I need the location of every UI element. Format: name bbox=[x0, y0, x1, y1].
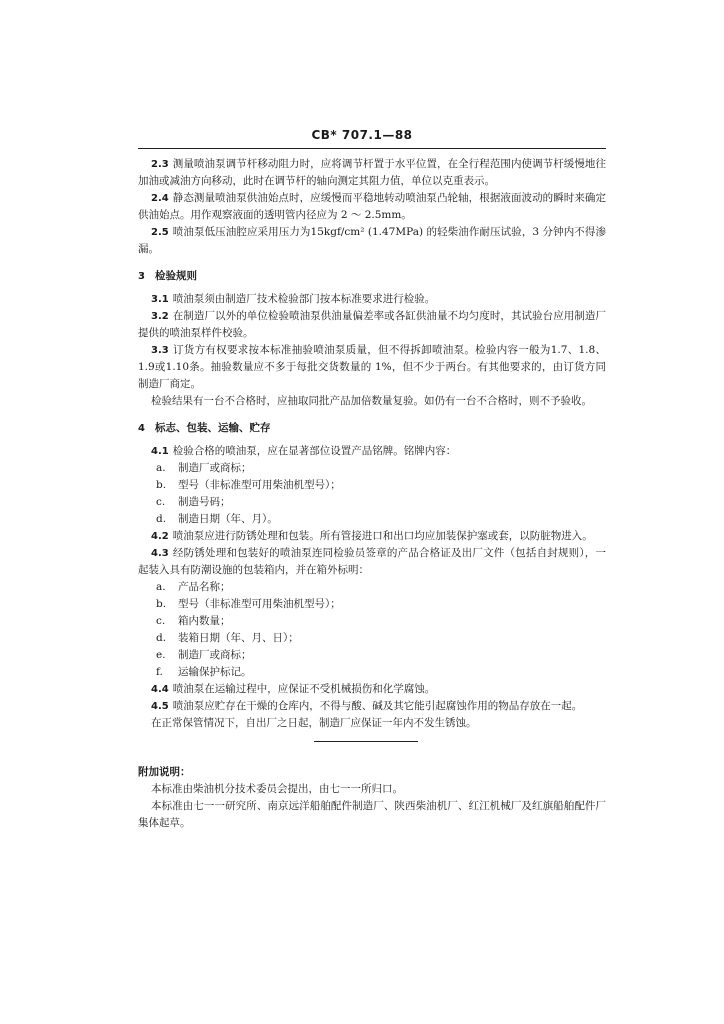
additional-notes bbox=[138, 764, 606, 832]
section-number: 4 bbox=[138, 423, 145, 434]
clause-number: 4.2 bbox=[151, 531, 169, 542]
list-letter: b. bbox=[156, 479, 167, 491]
list-text: 产品名称； bbox=[178, 581, 231, 593]
clause-2-3 bbox=[138, 156, 606, 190]
notes-line: 本标准由柴油机分技术委员会提出，由七一一所归口。 bbox=[151, 783, 403, 795]
clause-3-3 bbox=[138, 342, 606, 393]
list-item bbox=[138, 664, 606, 681]
clause-text: 喷油泵低压油腔应采用压力为15kgf/cm² (1.47MPa) 的轻柴油作耐压试验，3 分钟内不得渗漏。 bbox=[138, 226, 606, 255]
notes-line: 本标准由七一一研究所、南京远洋船舶配件制造厂、陕西柴油机厂、红江机械厂及红旗船舶配件厂集体起草。 bbox=[138, 800, 606, 829]
list-item bbox=[138, 630, 606, 647]
clause-number: 4.5 bbox=[151, 701, 169, 712]
clause-number: 2.3 bbox=[151, 159, 169, 170]
clause-text: 喷油泵应贮存在干燥的仓库内，不得与酸、碱及其它能引起腐蚀作用的物品存放在一起。 bbox=[172, 700, 583, 712]
section-4-heading bbox=[138, 420, 606, 437]
clause-4-3 bbox=[138, 545, 606, 579]
list-letter: d. bbox=[156, 513, 167, 525]
list-text: 制造厂或商标； bbox=[178, 649, 252, 661]
clause-text: 经防锈处理和包装好的喷油泵连同检验员签章的产品合格证及出厂文件（包括自封规则），一起装入具有防潮设施的包装箱内，并在箱外标明： bbox=[138, 547, 606, 576]
list-text: 型号（非标准型可用柴油机型号）； bbox=[178, 479, 341, 491]
list-letter: c. bbox=[156, 615, 166, 627]
clause-text: 喷油泵须由制造厂技术检验部门按本标准要求进行检验。 bbox=[172, 293, 436, 305]
list-letter: d. bbox=[156, 632, 167, 644]
clause-4-1 bbox=[138, 443, 606, 460]
section-title: 标志、包装、运输、贮存 bbox=[154, 422, 271, 434]
section-3-heading bbox=[138, 268, 606, 285]
clause-number: 2.5 bbox=[151, 227, 169, 238]
list-item bbox=[138, 477, 606, 494]
list-item bbox=[138, 511, 606, 528]
clause-number: 3.3 bbox=[151, 345, 169, 356]
clause-text: 在制造厂以外的单位检验喷油泵供油量偏差率或各缸供油量不均匀度时，其试验台应用制造厂提供的喷油泵样件校验。 bbox=[138, 310, 606, 339]
clause-text: 订货方有权要求按本标准抽验喷油泵质量，但不得拆卸喷油泵。检验内容一般为1.7、1.8、1.9或1.10条。抽验数量应不多于每批交货数量的 1%，但不少于两台。有其他要求的，由订货方同制造厂商定。 bbox=[138, 344, 606, 390]
list-text: 制造日期（年、月）。 bbox=[178, 513, 278, 525]
list-letter: c. bbox=[156, 496, 166, 508]
clause-text: 喷油泵应进行防锈处理和包装。所有管接进口和出口均应加装保护塞或套，以防脏物进入。 bbox=[172, 530, 593, 542]
clause-2-5 bbox=[138, 224, 606, 258]
list-item bbox=[138, 460, 606, 477]
section-title: 检验规则 bbox=[154, 270, 197, 282]
list-item bbox=[138, 596, 606, 613]
list-text: 箱内数量； bbox=[178, 615, 231, 627]
clause-text: 喷油泵在运输过程中，应保证不受机械损伤和化学腐蚀。 bbox=[172, 683, 436, 695]
clause-3-1 bbox=[138, 291, 606, 308]
clause-number: 4.4 bbox=[151, 684, 169, 695]
clause-number: 3.2 bbox=[151, 311, 169, 322]
standard-code-header: CB* 707.1—88 bbox=[311, 128, 413, 142]
list-letter: a. bbox=[156, 462, 166, 474]
list-item bbox=[138, 613, 606, 630]
clause-4-2 bbox=[138, 528, 606, 545]
list-item bbox=[138, 647, 606, 664]
list-text: 制造号码； bbox=[178, 496, 231, 508]
list-text: 制造厂或商标； bbox=[178, 462, 252, 474]
clause-number: 4.3 bbox=[151, 548, 169, 559]
clause-2-4 bbox=[138, 190, 606, 224]
list-item bbox=[138, 494, 606, 511]
document-body bbox=[138, 156, 606, 732]
list-text: 运输保护标记。 bbox=[178, 666, 252, 678]
clause-4-5-continued: 在正常保管情况下，自出厂之日起，制造厂应保证一年内不发生锈蚀。 bbox=[151, 717, 477, 729]
list-letter: b. bbox=[156, 598, 167, 610]
clause-number: 4.1 bbox=[151, 446, 169, 457]
notes-title: 附加说明： bbox=[138, 766, 191, 778]
list-item bbox=[138, 579, 606, 596]
clause-text: 检验合格的喷油泵，应在显著部位设置产品铭牌。铭牌内容： bbox=[172, 445, 457, 457]
list-text: 型号（非标准型可用柴油机型号）； bbox=[178, 598, 341, 610]
list-letter: a. bbox=[156, 581, 166, 593]
clause-number: 3.1 bbox=[151, 294, 169, 305]
section-number: 3 bbox=[138, 271, 145, 282]
clause-text: 静态测量喷油泵供油始点时，应缓慢而平稳地转动喷油泵凸轮轴，根据液面波动的瞬时来确定供油始点。用作观察液面的透明管内径应为 2 ～ 2.5mm。 bbox=[138, 192, 606, 221]
clause-4-4 bbox=[138, 681, 606, 698]
header-rule bbox=[138, 148, 606, 149]
list-letter: f. bbox=[156, 666, 163, 678]
clause-number: 2.4 bbox=[151, 193, 169, 204]
clause-text: 测量喷油泵调节杆移动阻力时，应将调节杆置于水平位置，在全行程范围内使调节杆缓慢地往加油或减油方向移动，此时在调节杆的轴向测定其阻力值，单位以克重表示。 bbox=[138, 158, 606, 187]
list-letter: e. bbox=[156, 649, 166, 661]
clause-4-5 bbox=[138, 698, 606, 715]
end-separator-rule bbox=[314, 741, 418, 742]
clause-3-2 bbox=[138, 308, 606, 342]
list-text: 装箱日期（年、月、日）； bbox=[178, 632, 299, 644]
clause-3-3-continued: 检验结果有一台不合格时，应抽取同批产品加倍数量复验。如仍有一台不合格时，则不予验收。 bbox=[151, 395, 592, 407]
